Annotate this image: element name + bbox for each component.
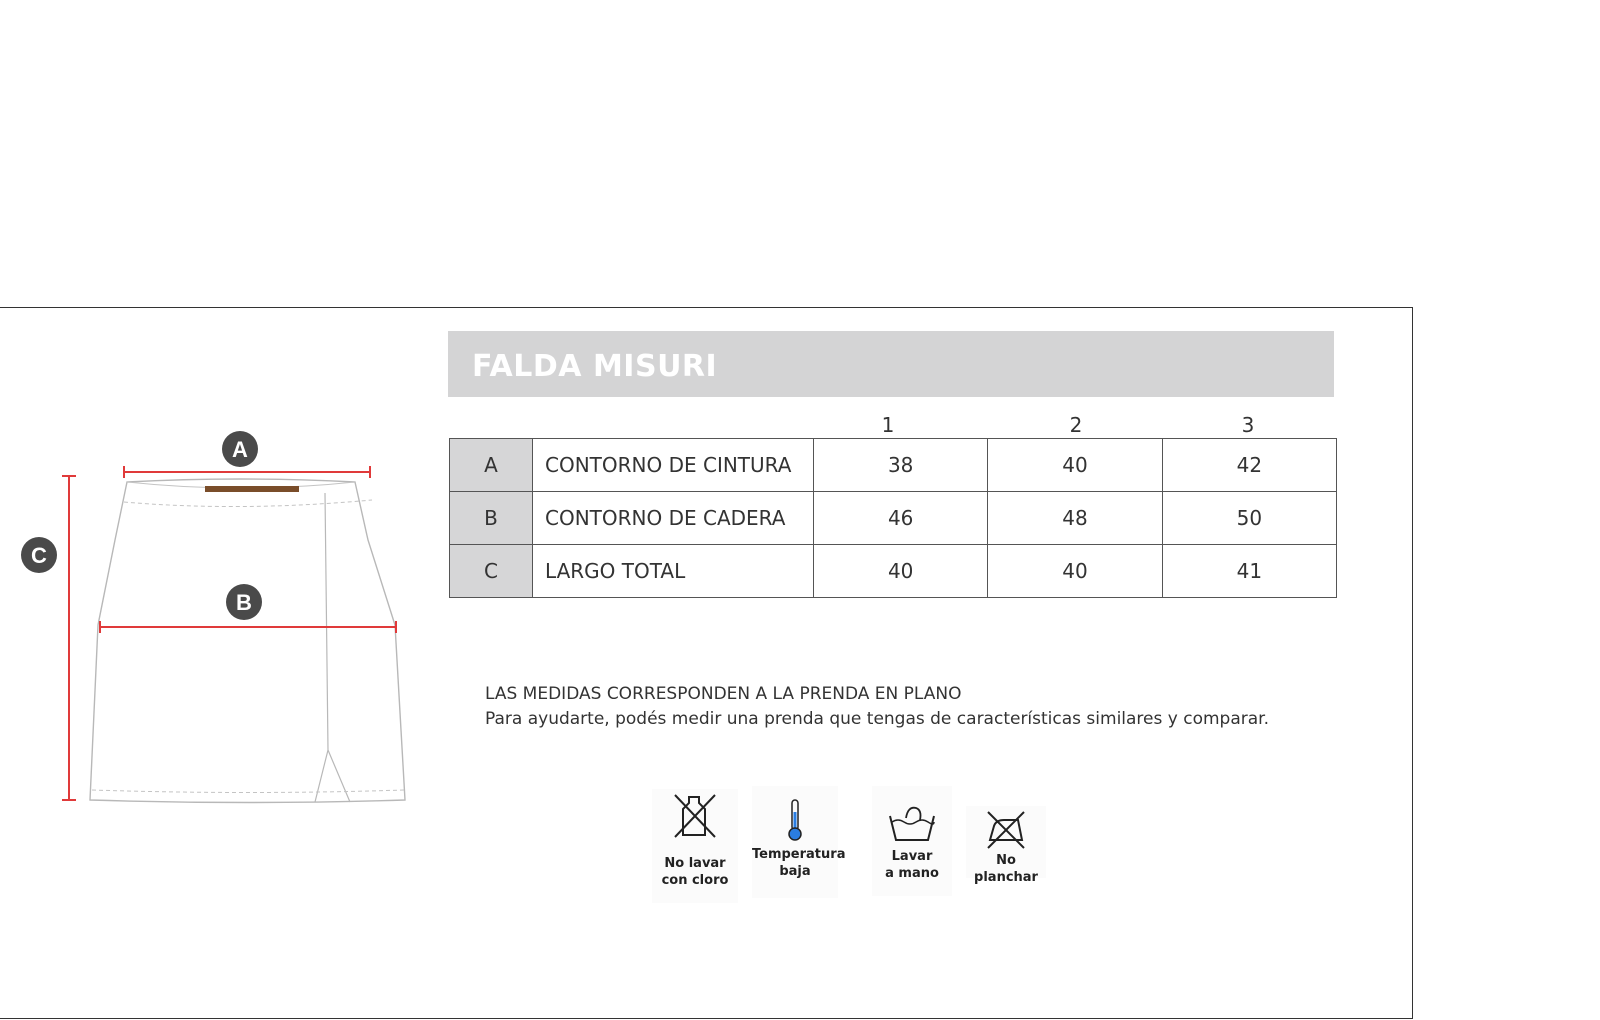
no-iron-icon	[984, 810, 1028, 850]
care-label: No lavar	[664, 856, 726, 871]
skirt-outline	[90, 479, 405, 803]
row-value: 41	[1162, 545, 1336, 598]
thermometer-icon	[783, 798, 807, 842]
row-label: CONTORNO DE CADERA	[533, 492, 814, 545]
care-label: a mano	[885, 866, 939, 881]
row-value: 48	[988, 492, 1162, 545]
care-hand-wash	[872, 786, 952, 896]
row-key: A	[450, 439, 533, 492]
size-column-header-3: 3	[1241, 413, 1255, 437]
svg-text:B: B	[236, 590, 252, 615]
care-no-iron	[966, 806, 1046, 885]
table-row	[450, 545, 1337, 598]
care-label: No planchar	[974, 853, 1038, 885]
row-value: 50	[1162, 492, 1336, 545]
product-title: FALDA MISURI	[472, 349, 718, 384]
hand-wash-icon	[886, 802, 938, 844]
title-bar	[448, 331, 1334, 397]
care-label: Lavar	[891, 849, 933, 864]
row-key: C	[450, 545, 533, 598]
row-key: B	[450, 492, 533, 545]
svg-text:C: C	[31, 543, 47, 568]
svg-text:A: A	[232, 437, 248, 462]
row-value: 40	[814, 545, 988, 598]
table-row	[450, 492, 1337, 545]
skirt-hem	[92, 790, 404, 793]
care-label: baja	[779, 864, 811, 879]
row-label: CONTORNO DE CINTURA	[533, 439, 814, 492]
size-column-header-1: 1	[881, 413, 895, 437]
marker-c	[21, 537, 57, 573]
size-column-header-2: 2	[1069, 413, 1083, 437]
care-no-bleach	[652, 789, 738, 903]
measurement-note-title: LAS MEDIDAS CORRESPONDEN A LA PRENDA EN PLANO	[485, 684, 962, 704]
skirt-front-seam	[315, 493, 350, 802]
marker-a	[222, 431, 258, 467]
skirt-diagram	[0, 420, 430, 820]
row-value: 46	[814, 492, 988, 545]
brand-label	[205, 486, 299, 492]
table-row	[450, 439, 1337, 492]
row-label: LARGO TOTAL	[533, 545, 814, 598]
no-bleach-icon	[673, 793, 717, 839]
skirt-waistband	[124, 500, 372, 507]
care-label: Temperatura	[752, 847, 846, 862]
size-table	[449, 438, 1337, 598]
marker-b	[226, 584, 262, 620]
row-value: 38	[814, 439, 988, 492]
row-value: 40	[988, 439, 1162, 492]
care-label: con cloro	[661, 873, 729, 888]
measurement-note-text: Para ayudarte, podés medir una prenda que tengas de características similares y comparar.	[485, 709, 1269, 729]
care-low-temperature	[752, 786, 846, 898]
row-value: 40	[988, 545, 1162, 598]
row-value: 42	[1162, 439, 1336, 492]
